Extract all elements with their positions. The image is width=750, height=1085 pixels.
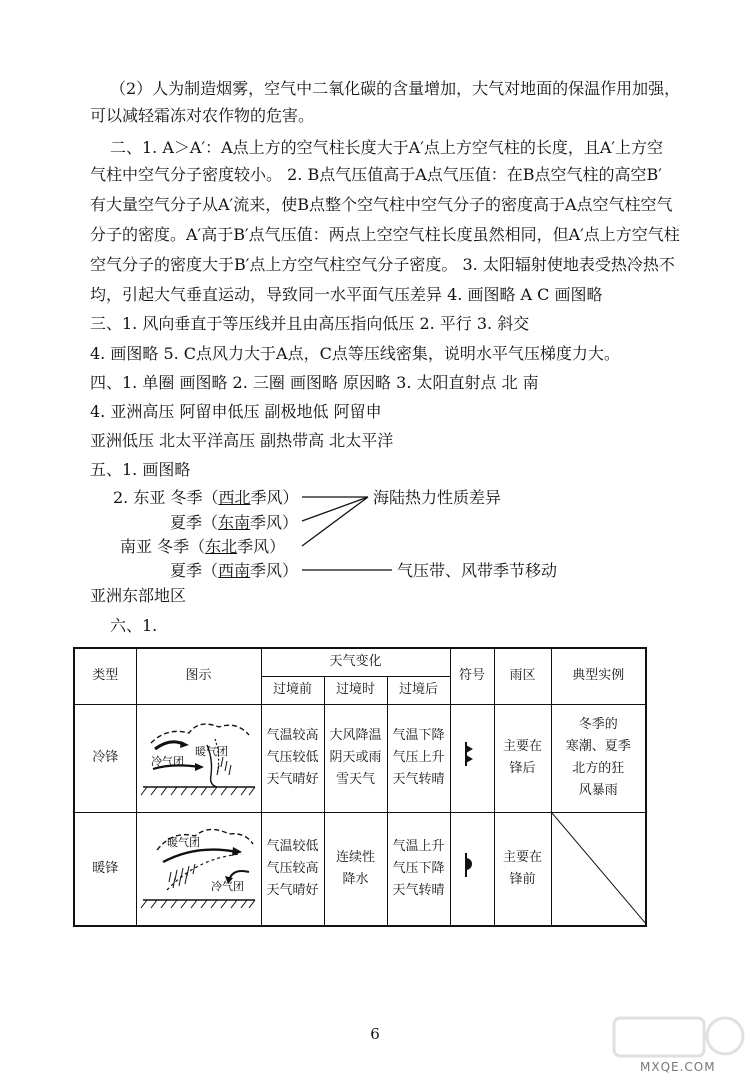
paragraph-5-line-1: 五、1. 画图略 <box>90 460 191 479</box>
header-diagram: 图示 <box>136 648 261 704</box>
paragraph-3-line-2: 4. 画图略 5. C点风力大于A点，C点等压线密集，说明水平气压梯度力大。 <box>90 344 620 363</box>
paragraph-2-line-5: 空气分子的密度大于B′点上方空气柱空气分子密度。 3. 太阳辐射使地表受热冷热不 <box>90 255 675 274</box>
monsoon-direction: 西南 <box>218 561 251 580</box>
watermark-text: MXQE.COM <box>640 1060 716 1074</box>
diagonal-slash <box>552 813 647 925</box>
header-after: 过境后 <box>387 676 450 704</box>
paragraph-1-line-1: （2）人为制造烟雾，空气中二氧化碳的含量增加，大气对地面的保温作用加强， <box>110 79 681 98</box>
header-type: 类型 <box>74 648 136 704</box>
cold-front-rain-zone: 主要在 锋后 <box>494 704 551 812</box>
paragraph-4-line-1: 四、1. 单圈 画图略 2. 三圈 画图略 原因略 3. 太阳直射点 北 南 <box>90 373 539 392</box>
warm-front-rain-zone: 主要在 锋前 <box>494 812 551 926</box>
warm-front-diagram <box>136 812 261 926</box>
paragraph-2-line-2: 气柱中空气分子密度较小。 2. B点气压值高于A点气压值：在B点空气柱的高空B′ <box>90 165 662 184</box>
cause-land-sea: 海陆热力性质差异 <box>373 488 502 507</box>
header-weather-change: 天气变化 <box>261 648 450 676</box>
warm-front-during: 连续性 降水 <box>324 812 387 926</box>
paragraph-4-line-3: 亚洲低压 北太平洋高压 副热带高 北太平洋 <box>90 431 394 450</box>
monsoon-east-asia-winter: 2. 东亚 冬季（西北季风） <box>113 488 299 507</box>
monsoon-south-asia-winter: 南亚 冬季（东北季风） <box>120 537 286 556</box>
cold-front-symbol-icon <box>457 739 487 769</box>
question-6-label: 六、1. <box>110 616 158 635</box>
cold-front-type: 冷锋 <box>74 704 136 812</box>
warm-front-example-empty <box>551 812 646 926</box>
monsoon-direction: 东北 <box>205 537 238 556</box>
paragraph-4-line-2: 4. 亚洲高压 阿留申低压 副极地低 阿留申 <box>90 402 382 421</box>
header-rain-zone: 雨区 <box>494 648 551 704</box>
cold-front-example: 冬季的 寒潮、夏季 北方的狂 风暴雨 <box>551 704 646 812</box>
cold-front-during: 大风降温 阴天或雨 雪天气 <box>324 704 387 812</box>
header-during: 过境时 <box>324 676 387 704</box>
paragraph-2-line-3: 有大量空气分子从A′流来，使B点整个空气柱中空气分子的密度高于A点空气柱空气 <box>90 195 673 214</box>
warm-front-symbol-icon <box>457 850 487 880</box>
warm-front-before: 气温较低 气压较高 天气晴好 <box>261 812 324 926</box>
cold-front-diagram <box>136 704 261 812</box>
header-before: 过境前 <box>261 676 324 704</box>
paragraph-2-line-6: 均，引起大气垂直运动，导致同一水平面气压差异 4. 画图略 A C 画图略 <box>90 285 603 304</box>
header-example: 典型实例 <box>551 648 646 704</box>
paragraph-2-line-1: 二、1. A＞A′：A点上方的空气柱长度大于A′点上方空气柱的长度，且A′上方空 <box>110 138 664 157</box>
monsoon-south-asia-summer: 夏季（西南季风） <box>170 561 299 580</box>
cold-front-diagram-icon <box>137 705 260 811</box>
page-number: 6 <box>370 1025 380 1043</box>
warm-front-type: 暖锋 <box>74 812 136 926</box>
warm-front-diagram-icon <box>137 814 260 924</box>
warm-front-row <box>74 812 646 926</box>
monsoon-direction: 东南 <box>218 513 251 532</box>
paragraph-3-line-1: 三、1. 风向垂直于等压线并且由高压指向低压 2. 平行 3. 斜交 <box>90 314 530 333</box>
cold-front-after: 气温下降 气压上升 天气转晴 <box>387 704 450 812</box>
cold-front-before: 气温较高 气压较低 天气晴好 <box>261 704 324 812</box>
warm-front-after: 气温上升 气压下降 天气转晴 <box>387 812 450 926</box>
warm-front-symbol <box>450 812 494 926</box>
header-symbol: 符号 <box>450 648 494 704</box>
cold-front-row <box>74 704 646 812</box>
cold-air-mass-label: 冷气团 <box>150 755 184 768</box>
cause-pressure-belt: 气压带、风带季节移动 <box>397 561 558 580</box>
monsoon-direction: 西北 <box>218 488 251 507</box>
paragraph-2-line-4: 分子的密度。A′高于B′点气压值：两点上空空气柱长度虽然相同，但A′点上方空气柱 <box>90 225 680 244</box>
cold-air-mass-label: 冷气团 <box>210 879 244 893</box>
weather-front-table <box>73 647 647 927</box>
warm-air-mass-label: 暖气团 <box>194 745 228 758</box>
cold-front-symbol <box>450 704 494 812</box>
monsoon-east-asia-summer: 夏季（东南季风） <box>170 513 299 532</box>
warm-air-mass-label: 暖气团 <box>166 835 200 849</box>
paragraph-1-line-2: 可以减轻霜冻对农作物的危害。 <box>90 106 315 125</box>
section-heading: 亚洲东部地区 <box>90 586 187 605</box>
